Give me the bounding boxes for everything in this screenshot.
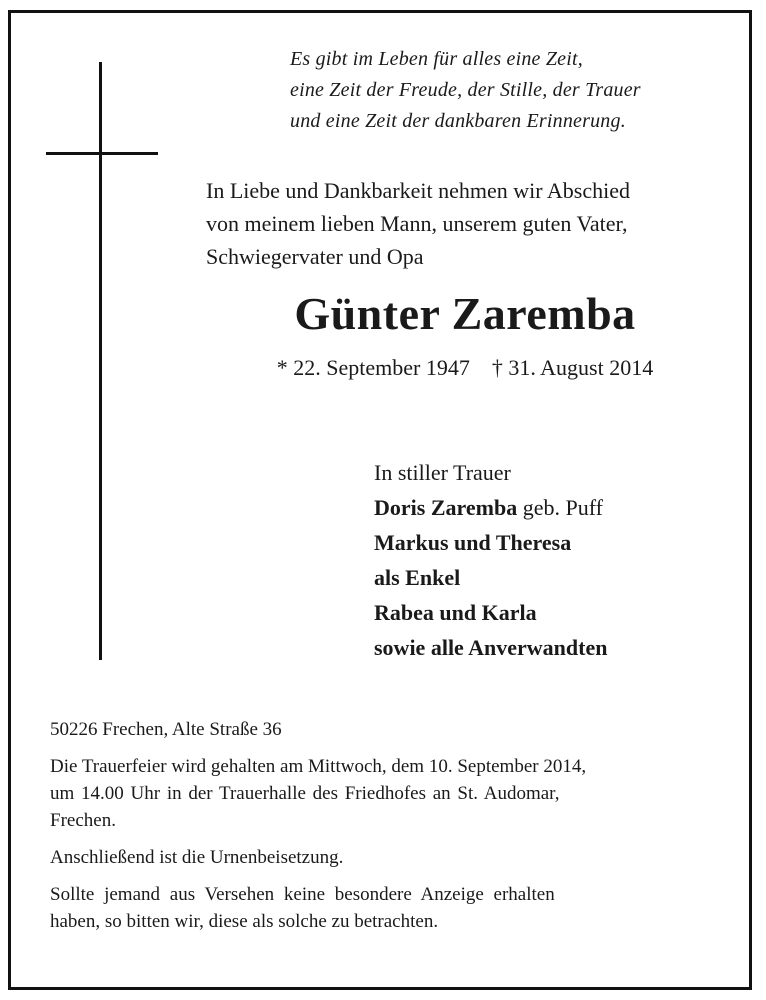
life-dates [150, 350, 766, 386]
burial-info: Anschließend ist die Urnenbeisetzung. [50, 847, 344, 868]
mourner-name: Rabea und Karla [374, 600, 537, 625]
mourner-line [374, 595, 754, 630]
mourner-line [374, 560, 754, 595]
ceremony-info [50, 753, 716, 834]
mourner-name: Doris Zaremba [374, 495, 518, 520]
ceremony-line: Die Trauerfeier wird gehalten am Mittwoch, dem 10. September 2014, [50, 756, 587, 777]
motto-line: Es gibt im Leben für alles eine Zeit, [290, 48, 583, 70]
deceased-name: Günter Zaremba [294, 288, 636, 339]
mourners-heading: In stiller Trauer [374, 460, 511, 485]
intro-line: Schwiegervater und Opa [206, 244, 424, 269]
mourner-name: Markus und Theresa [374, 530, 572, 555]
mourner-wife [374, 490, 754, 525]
death-date: † 31. August 2014 [491, 355, 654, 380]
ceremony-line: um 14.00 Uhr in der Trauerhalle des Friedhofes an St. Audomar, [50, 783, 560, 804]
mourner-relation: als Enkel [374, 565, 461, 590]
notice-footer [50, 716, 716, 945]
mourners-list [374, 455, 754, 665]
maiden-name: geb. Puff [522, 495, 603, 520]
motto-quote [290, 44, 740, 137]
cross-icon-horizontal [46, 152, 158, 155]
farewell-intro [206, 174, 746, 273]
motto-line: und eine Zeit der dankbaren Erinnerung. [290, 110, 626, 132]
notice-remark [50, 881, 716, 935]
remark-line: Sollte jemand aus Versehen keine besondere Anzeige erhalten [50, 884, 555, 905]
birth-date: * 22. September 1947 [276, 355, 470, 380]
mourner-relatives: sowie alle Anverwandten [374, 635, 608, 660]
motto-line: eine Zeit der Freude, der Stille, der Trauer [290, 79, 641, 101]
address: 50226 Frechen, Alte Straße 36 [50, 719, 282, 740]
intro-line: von meinem lieben Mann, unserem guten Vater, [206, 211, 628, 236]
intro-line: In Liebe und Dankbarkeit nehmen wir Abschied [206, 178, 630, 203]
mourner-line [374, 525, 754, 560]
mourner-line [374, 630, 754, 665]
ceremony-line: Frechen. [50, 810, 116, 831]
remark-line: haben, so bitten wir, diese als solche zu betrachten. [50, 911, 439, 932]
